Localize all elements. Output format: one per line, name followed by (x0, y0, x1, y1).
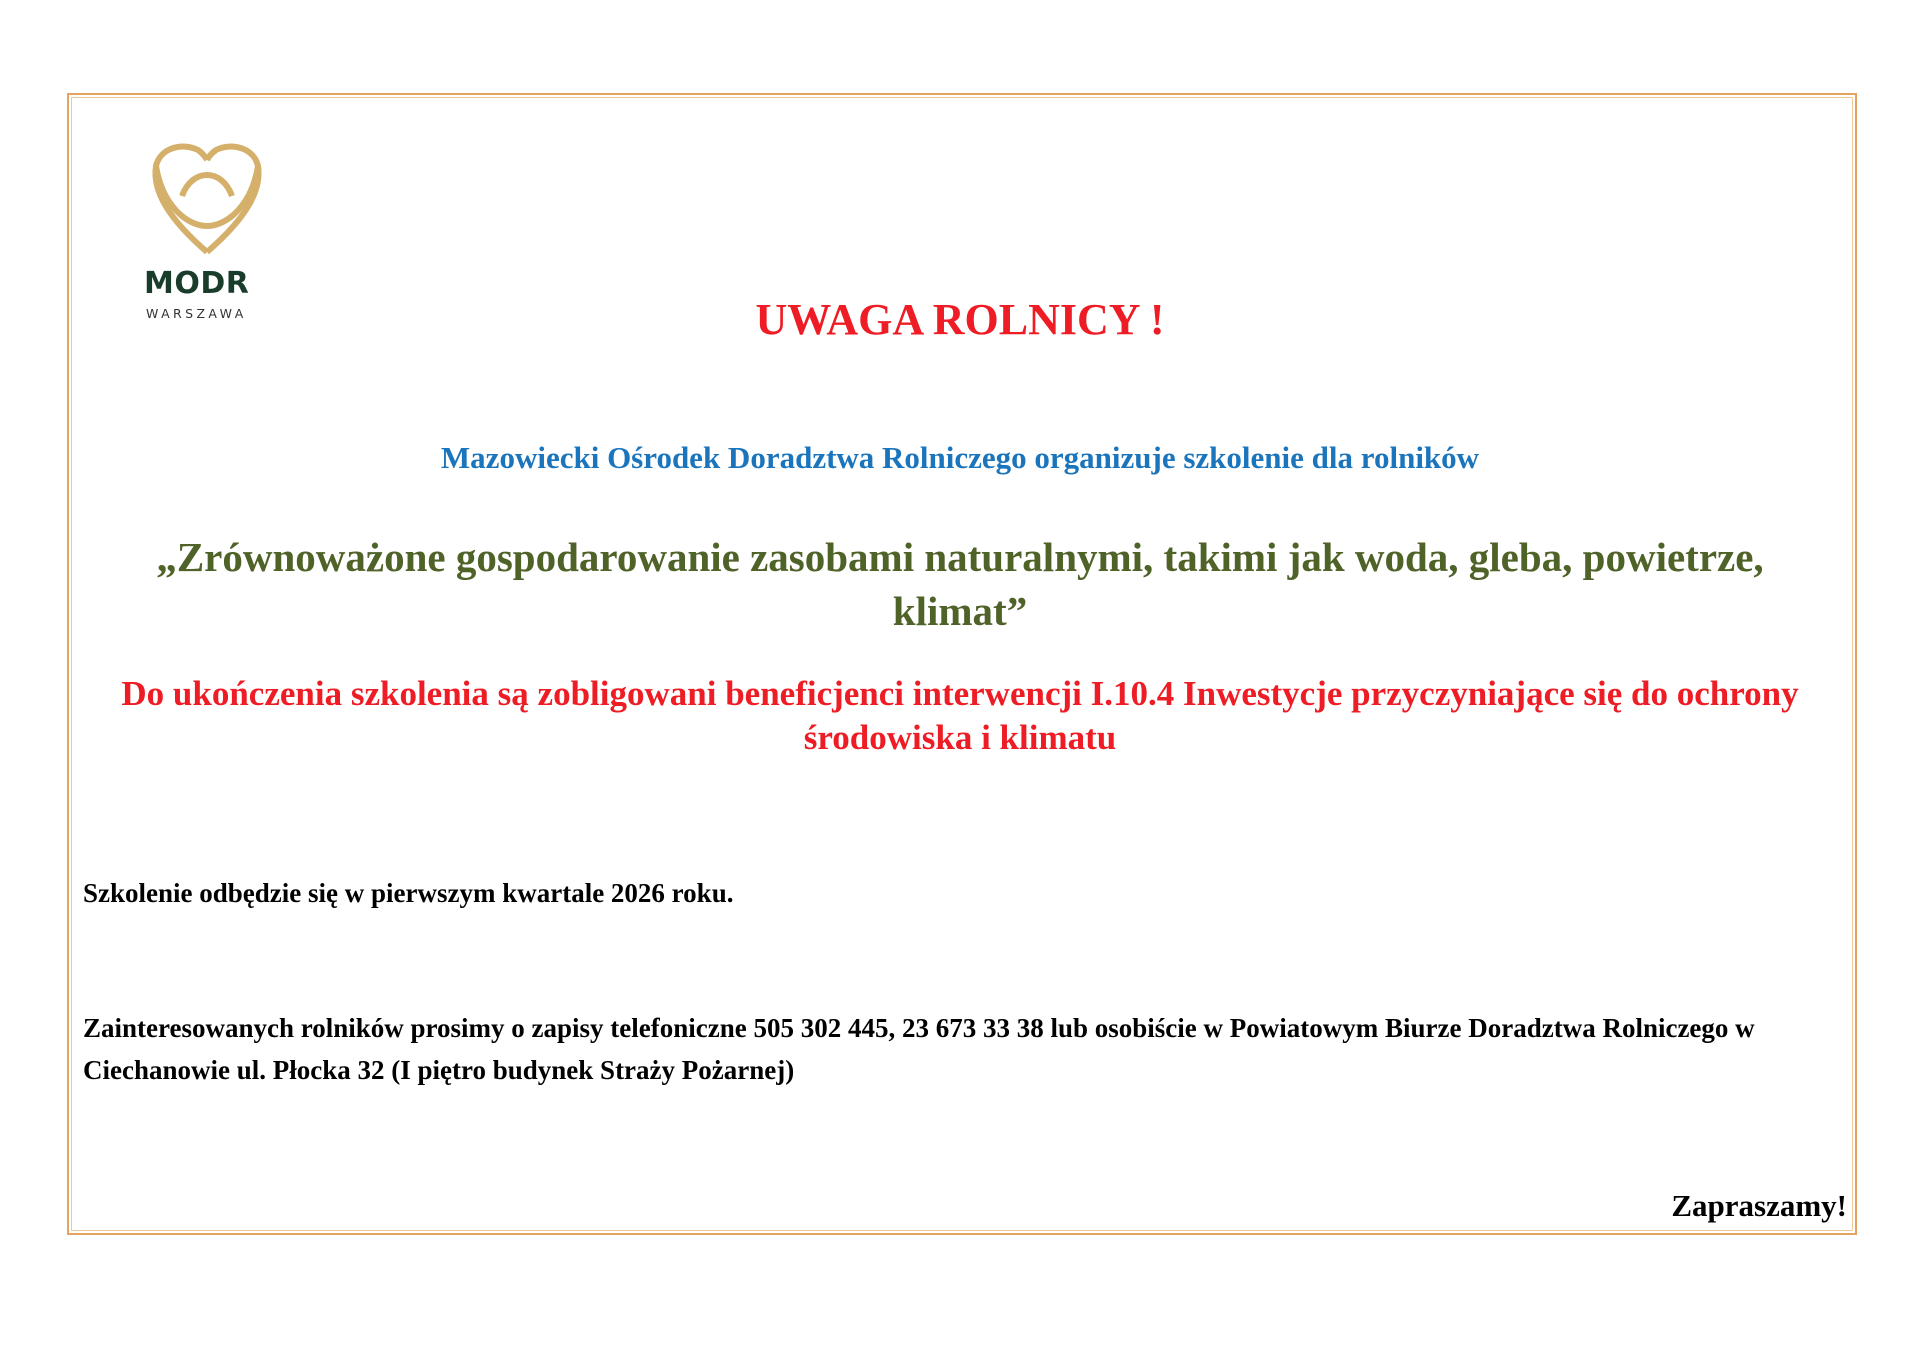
schedule-text: Szkolenie odbędzie się w pierwszym kwartale 2026 roku. (83, 878, 734, 908)
signup-instructions: Zainteresowanych rolników prosimy o zapisy telefoniczne 505 302 445, 23 673 33 38 lub osobiście w Powiatowym Biurze Doradztwa Rolniczego w Ciechanowie ul. Płocka 32 (I piętro budynek Straży Pożarnej) (83, 1013, 1755, 1085)
training-topic: „Zrównoważone gospodarowanie zasobami naturalnymi, takimi jak woda, gleba, powietrze, klimat” (156, 534, 1764, 634)
trefoil-knot-icon (142, 140, 272, 258)
closing-text: Zapraszamy! (1671, 1188, 1847, 1223)
logo-subtitle: WARSZAWA (146, 306, 247, 321)
organizer-line: Mazowiecki Ośrodek Doradztwa Rolniczego organizuje szkolenie dla rolników (440, 440, 1480, 475)
headline: UWAGA ROLNICY ! (755, 295, 1165, 344)
obligation-notice: Do ukończenia szkolenia są zobligowani beneficjenci interwencji I.10.4 Inwestycje przyczyniające się do ochrony środowiska i klimatu (121, 674, 1799, 757)
logo-wordmark: MODR (144, 266, 250, 301)
